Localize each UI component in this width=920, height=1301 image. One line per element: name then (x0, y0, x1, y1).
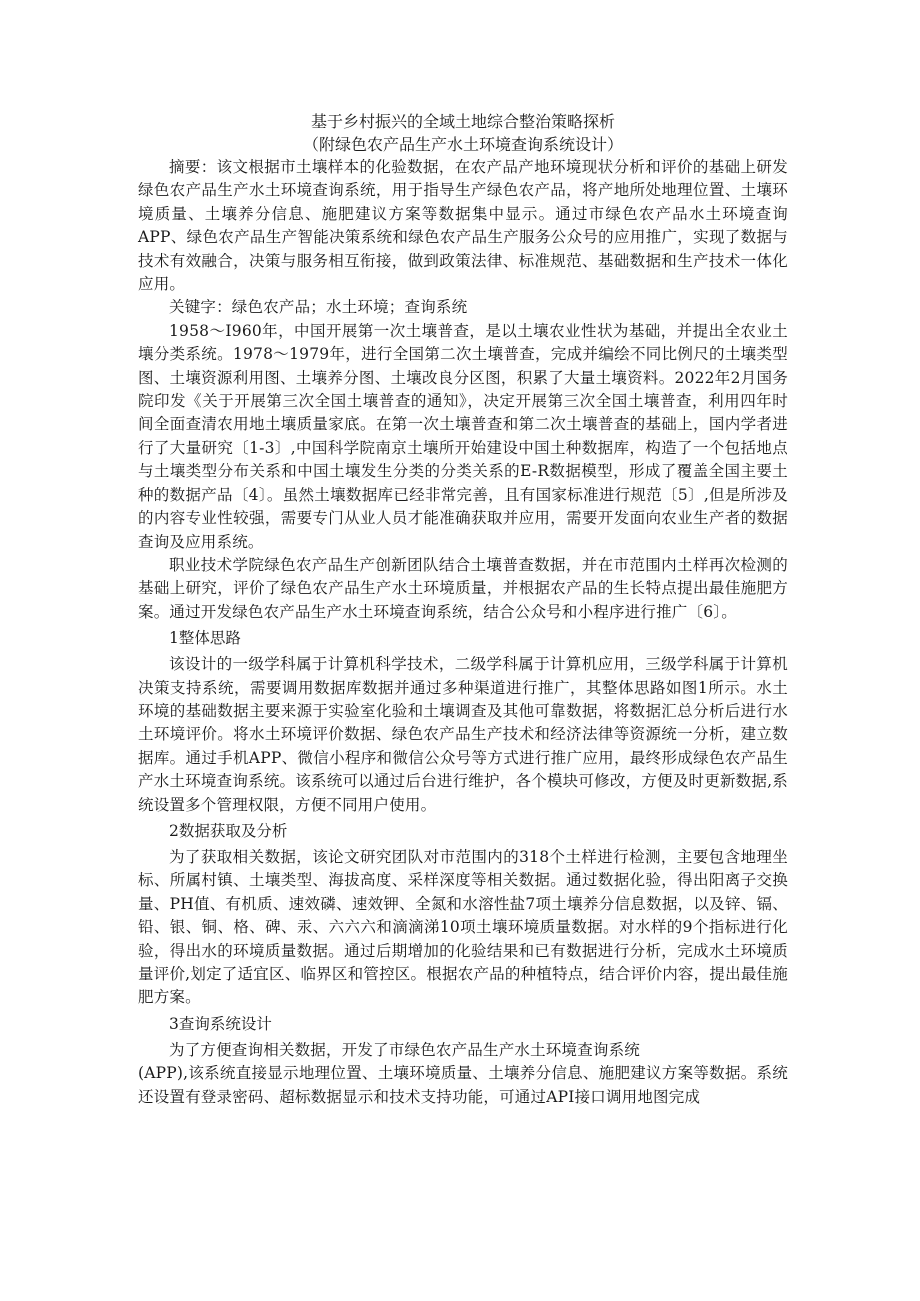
section-3-body: (APP),该系统直接显示地理位置、土壤环境质量、土壤养分信息、施肥建议方案等数据。系统还设置有登录密码、超标数据显示和技术支持功能，可通过API接口调用地图完成 (138, 1064, 788, 1106)
abstract: 摘要：该文根据市土壤样本的化验数据，在农产品产地环境现状分析和评价的基础上研发绿色农产品生产水土环境查询系统，用于指导生产绿色农产品，将产地所处地理位置、土壤环境质量、土壤养分信息、施肥建议方案等数据集中显示。通过市绿色农产品水土环境查询APP、绿色农产品生产智能决策系统和绿色农产品生产服务公众号的应用推广，实现了数据与技术有效融合，决策与服务相互衔接，做到政策法律、标准规范、基础数据和生产技术一体化应用。 (138, 158, 788, 294)
section-1-body: 该设计的一级学科属于计算机科学技术，二级学科属于计算机应用，三级学科属于计算机决策支持系统，需要调用数据库数据并通过多种渠道进行推广，其整体思路如图1所示。水土环境的基础数据主要来源于实验室化验和土壤调查及其他可靠数据，将数据汇总分析后进行水土环境评价。将水土环境评价数据、绿色农产品生产技术和经济法律等资源统一分析，建立数据库。通过手机APP、微信小程序和微信公众号等方式进行推广应用，最终形成绿色农产品生产水土环境查询系统。该系统可以通过后台进行维护，各个模块可修改，方便及时更新数据,系统设置多个管理权限，方便不同用户使用。 (138, 655, 788, 814)
page-title: 基于乡村振兴的全域土地综合整治策略探析 (310, 112, 615, 131)
intro-paragraph-1: 1958～I960年，中国开展第一次土壤普查，是以土壤农业性状为基础，并提出全农业土壤分类系统。1978～1979年，进行全国第二次土壤普查，完成并编绘不同比例尺的土壤类型图、土壤资源利用图、土壤养分图、土壤改良分区图，积累了大量土壤资料。2022年2月国务院印发《关于开展第三次全国土壤普查的通知》，决定开展第三次全国土壤普查，利用四年时间全面查清农用地土壤质量家底。在第一次土壤普查和第二次土壤普查的基础上，国内学者进行了大量研究〔1-3〕,中国科学院南京土壤所开始建设中国土种数据库，构造了一个包括地点与土壤类型分布关系和中国土壤发生分类的分类关系的E-R数据模型，形成了覆盖全国主要土种的数据产品〔4〕。虽然土壤数据库已经非常完善，且有国家标准进行规范〔5〕,但是所涉及的内容专业性较强，需要专门从业人员才能准确获取并应用，需要开发面向农业生产者的数据查询及应用系统。 (138, 321, 788, 551)
intro-paragraph-2: 职业技术学院绿色农产品生产创新团队结合土壤普查数据，并在市范围内土样再次检测的基础上研究，评价了绿色农产品生产水土环境质量，并根据农产品的生长特点提出最佳施肥方案。通过开发绿色农产品生产水土环境查询系统，结合公众号和小程序进行推广〔6〕。 (138, 555, 788, 621)
document-page (138, 110, 788, 1109)
section-1-heading: 1整体思路 (169, 629, 241, 648)
section-3-heading: 3查询系统设计 (169, 1014, 272, 1033)
section-2-body: 为了获取相关数据，该论文研究团队对市范围内的318个土样进行检测，主要包含地理坐标、所属村镇、土壤类型、海拔高度、采样深度等相关数据。通过数据化验，得出阳离子交换量、PH值、有机质、速效磷、速效钾、全氮和水溶性盐7项土壤养分信息数据，以及锌、镉、铅、银、铜、格、碑、汞、六六六和滴滴涕10项土壤环境质量数据。对水样的9个指标进行化验，得出水的环境质量数据。通过后期增加的化验结果和已有数据进行分析，完成水土环境质量评价,划定了适宜区、临界区和管控区。根据农产品的种植特点，结合评价内容，提出最佳施肥方案。 (138, 847, 788, 1007)
section-3-line-1: 为了方便查询相关数据，开发了市绿色农产品生产水土环境查询系统 (169, 1040, 641, 1059)
page-subtitle: （附绿色农产品生产水土环境查询系统设计） (302, 135, 623, 154)
keywords: 关键字：绿色农产品；水土环境；查询系统 (169, 298, 468, 317)
section-2-heading: 2数据获取及分析 (169, 821, 288, 840)
